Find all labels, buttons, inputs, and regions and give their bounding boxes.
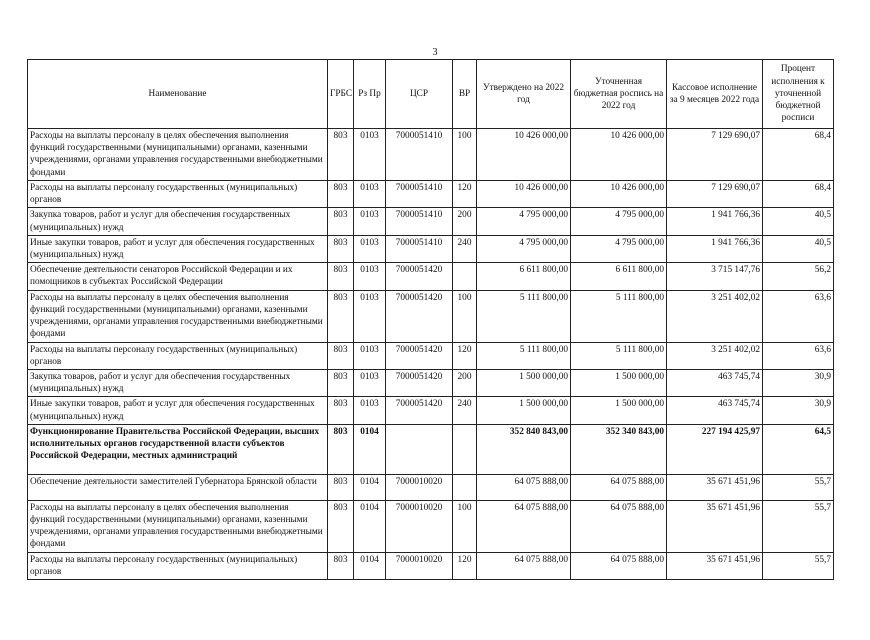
- table-row: [28, 208, 834, 235]
- cell-name: Расходы на выплаты персоналу в целях обеспечения выполнения функций государственными (муниципальными) органами, казенными учреждениями, органами управления государственными внебюджетными фондами: [28, 129, 328, 181]
- cell-rzpr: 0103: [354, 370, 386, 397]
- cell-executed: 7 129 690,07: [667, 129, 763, 181]
- cell-approved: 10 426 000,00: [477, 181, 571, 208]
- cell-refined: 4 795 000,00: [571, 235, 667, 262]
- cell-rzpr: 0103: [354, 263, 386, 290]
- cell-approved: 5 111 800,00: [477, 342, 571, 369]
- cell-vr: 200: [453, 370, 477, 397]
- cell-csr: 7000010020: [386, 500, 453, 552]
- cell-percent: 56,2: [763, 263, 834, 290]
- cell-refined: 64 075 888,00: [571, 500, 667, 552]
- table-row: [28, 370, 834, 397]
- table-row: [28, 424, 834, 474]
- cell-vr: 200: [453, 208, 477, 235]
- cell-grbs: 803: [328, 263, 354, 290]
- cell-csr: 7000051410: [386, 208, 453, 235]
- cell-approved: 64 075 888,00: [477, 500, 571, 552]
- header-rzpr: Рз Пр: [354, 60, 386, 129]
- cell-executed: 35 671 451,96: [667, 500, 763, 552]
- cell-executed: 35 671 451,96: [667, 474, 763, 500]
- cell-name: Расходы на выплаты персоналу государственных (муниципальных) органов: [28, 342, 328, 369]
- page-number: 3: [432, 47, 438, 58]
- header-vr: ВР: [453, 60, 477, 129]
- cell-executed: 35 671 451,96: [667, 552, 763, 579]
- table-body: [28, 129, 834, 580]
- cell-grbs: 803: [328, 342, 354, 369]
- cell-refined: 6 611 800,00: [571, 263, 667, 290]
- cell-refined: 64 075 888,00: [571, 474, 667, 500]
- cell-vr: [453, 474, 477, 500]
- cell-rzpr: 0103: [354, 208, 386, 235]
- budget-table: [27, 59, 834, 580]
- table-row: [28, 290, 834, 342]
- cell-percent: 40,5: [763, 235, 834, 262]
- cell-grbs: 803: [328, 235, 354, 262]
- cell-grbs: 803: [328, 397, 354, 424]
- cell-name: Закупка товаров, работ и услуг для обеспечения государственных (муниципальных) нужд: [28, 208, 328, 235]
- cell-name: Расходы на выплаты персоналу государственных (муниципальных) органов: [28, 181, 328, 208]
- cell-grbs: 803: [328, 208, 354, 235]
- cell-rzpr: 0104: [354, 552, 386, 579]
- cell-csr: 7000051410: [386, 181, 453, 208]
- cell-refined: 5 111 800,00: [571, 342, 667, 369]
- cell-refined: 64 075 888,00: [571, 552, 667, 579]
- cell-csr: 7000051420: [386, 342, 453, 369]
- cell-executed: 463 745,74: [667, 370, 763, 397]
- cell-grbs: 803: [328, 290, 354, 342]
- header-percent: Процент исполнения к уточненной бюджетной росписи: [763, 60, 834, 129]
- table-row: [28, 129, 834, 181]
- cell-grbs: 803: [328, 129, 354, 181]
- cell-csr: 7000051420: [386, 290, 453, 342]
- cell-rzpr: 0103: [354, 181, 386, 208]
- cell-rzpr: 0103: [354, 129, 386, 181]
- cell-vr: 120: [453, 181, 477, 208]
- cell-vr: 120: [453, 552, 477, 579]
- header-name: Наименование: [28, 60, 328, 129]
- cell-grbs: 803: [328, 181, 354, 208]
- cell-csr: 7000051410: [386, 129, 453, 181]
- cell-executed: 1 941 766,36: [667, 235, 763, 262]
- cell-refined: 5 111 800,00: [571, 290, 667, 342]
- cell-vr: 100: [453, 290, 477, 342]
- cell-approved: 1 500 000,00: [477, 397, 571, 424]
- cell-rzpr: 0104: [354, 474, 386, 500]
- cell-refined: 4 795 000,00: [571, 208, 667, 235]
- cell-executed: 3 251 402,02: [667, 290, 763, 342]
- cell-csr: 7000010020: [386, 474, 453, 500]
- header-executed: Кассовое исполнение за 9 месяцев 2022 года: [667, 60, 763, 129]
- header-refined: Уточненная бюджетная роспись на 2022 год: [571, 60, 667, 129]
- cell-percent: 63,6: [763, 342, 834, 369]
- cell-csr: 7000051420: [386, 263, 453, 290]
- cell-approved: 5 111 800,00: [477, 290, 571, 342]
- cell-name: Иные закупки товаров, работ и услуг для обеспечения государственных (муниципальных) нужд: [28, 235, 328, 262]
- cell-grbs: 803: [328, 424, 354, 474]
- table-row: [28, 263, 834, 290]
- cell-executed: 227 194 425,97: [667, 424, 763, 474]
- cell-approved: 64 075 888,00: [477, 552, 571, 579]
- table-row: [28, 181, 834, 208]
- cell-percent: 55,7: [763, 474, 834, 500]
- cell-rzpr: 0104: [354, 424, 386, 474]
- cell-approved: 4 795 000,00: [477, 235, 571, 262]
- cell-grbs: 803: [328, 552, 354, 579]
- cell-csr: [386, 424, 453, 474]
- cell-percent: 55,7: [763, 500, 834, 552]
- header-csr: ЦСР: [386, 60, 453, 129]
- table-row: [28, 342, 834, 369]
- cell-percent: 63,6: [763, 290, 834, 342]
- cell-approved: 1 500 000,00: [477, 370, 571, 397]
- cell-approved: 6 611 800,00: [477, 263, 571, 290]
- cell-refined: 10 426 000,00: [571, 129, 667, 181]
- cell-percent: 68,4: [763, 181, 834, 208]
- cell-name: Функционирование Правительства Российской Федерации, высших исполнительных органов государственной власти субъектов Российской Федерации, местных администраций: [28, 424, 328, 474]
- cell-name: Расходы на выплаты персоналу государственных (муниципальных) органов: [28, 552, 328, 579]
- cell-refined: 10 426 000,00: [571, 181, 667, 208]
- cell-rzpr: 0103: [354, 397, 386, 424]
- header-grbs: ГРБС: [328, 60, 354, 129]
- table-row: [28, 235, 834, 262]
- cell-executed: 3 251 402,02: [667, 342, 763, 369]
- cell-grbs: 803: [328, 474, 354, 500]
- cell-vr: [453, 263, 477, 290]
- cell-percent: 30,9: [763, 397, 834, 424]
- cell-executed: 463 745,74: [667, 397, 763, 424]
- cell-vr: 100: [453, 500, 477, 552]
- cell-rzpr: 0104: [354, 500, 386, 552]
- cell-name: Обеспечение деятельности заместителей Губернатора Брянской области: [28, 474, 328, 500]
- cell-vr: 240: [453, 235, 477, 262]
- cell-executed: 7 129 690,07: [667, 181, 763, 208]
- cell-percent: 55,7: [763, 552, 834, 579]
- cell-percent: 40,5: [763, 208, 834, 235]
- cell-vr: [453, 424, 477, 474]
- cell-executed: 1 941 766,36: [667, 208, 763, 235]
- table-header-row: [28, 60, 834, 129]
- table-row: [28, 500, 834, 552]
- cell-grbs: 803: [328, 500, 354, 552]
- cell-name: Закупка товаров, работ и услуг для обеспечения государственных (муниципальных) нужд: [28, 370, 328, 397]
- cell-vr: 240: [453, 397, 477, 424]
- table-row: [28, 474, 834, 500]
- cell-percent: 30,9: [763, 370, 834, 397]
- cell-approved: 10 426 000,00: [477, 129, 571, 181]
- cell-executed: 3 715 147,76: [667, 263, 763, 290]
- cell-rzpr: 0103: [354, 342, 386, 369]
- cell-rzpr: 0103: [354, 235, 386, 262]
- table-row: [28, 397, 834, 424]
- cell-vr: 100: [453, 129, 477, 181]
- cell-name: Расходы на выплаты персоналу в целях обеспечения выполнения функций государственными (муниципальными) органами, казенными учреждениями, органами управления государственными внебюджетными фондами: [28, 290, 328, 342]
- cell-vr: 120: [453, 342, 477, 369]
- cell-csr: 7000010020: [386, 552, 453, 579]
- cell-refined: 1 500 000,00: [571, 397, 667, 424]
- cell-approved: 64 075 888,00: [477, 474, 571, 500]
- cell-name: Обеспечение деятельности сенаторов Российской Федерации и их помощников в субъектах Российской Федерации: [28, 263, 328, 290]
- cell-percent: 64,5: [763, 424, 834, 474]
- cell-name: Расходы на выплаты персоналу в целях обеспечения выполнения функций государственными (муниципальными) органами, казенными учреждениями, органами управления государственными внебюджетными фондами: [28, 500, 328, 552]
- cell-csr: 7000051420: [386, 397, 453, 424]
- header-approved: Утверждено на 2022 год: [477, 60, 571, 129]
- cell-name: Иные закупки товаров, работ и услуг для обеспечения государственных (муниципальных) нужд: [28, 397, 328, 424]
- cell-rzpr: 0103: [354, 290, 386, 342]
- cell-percent: 68,4: [763, 129, 834, 181]
- cell-approved: 4 795 000,00: [477, 208, 571, 235]
- cell-approved: 352 840 843,00: [477, 424, 571, 474]
- cell-refined: 1 500 000,00: [571, 370, 667, 397]
- cell-grbs: 803: [328, 370, 354, 397]
- cell-csr: 7000051420: [386, 370, 453, 397]
- cell-csr: 7000051410: [386, 235, 453, 262]
- cell-refined: 352 340 843,00: [571, 424, 667, 474]
- table-row: [28, 552, 834, 579]
